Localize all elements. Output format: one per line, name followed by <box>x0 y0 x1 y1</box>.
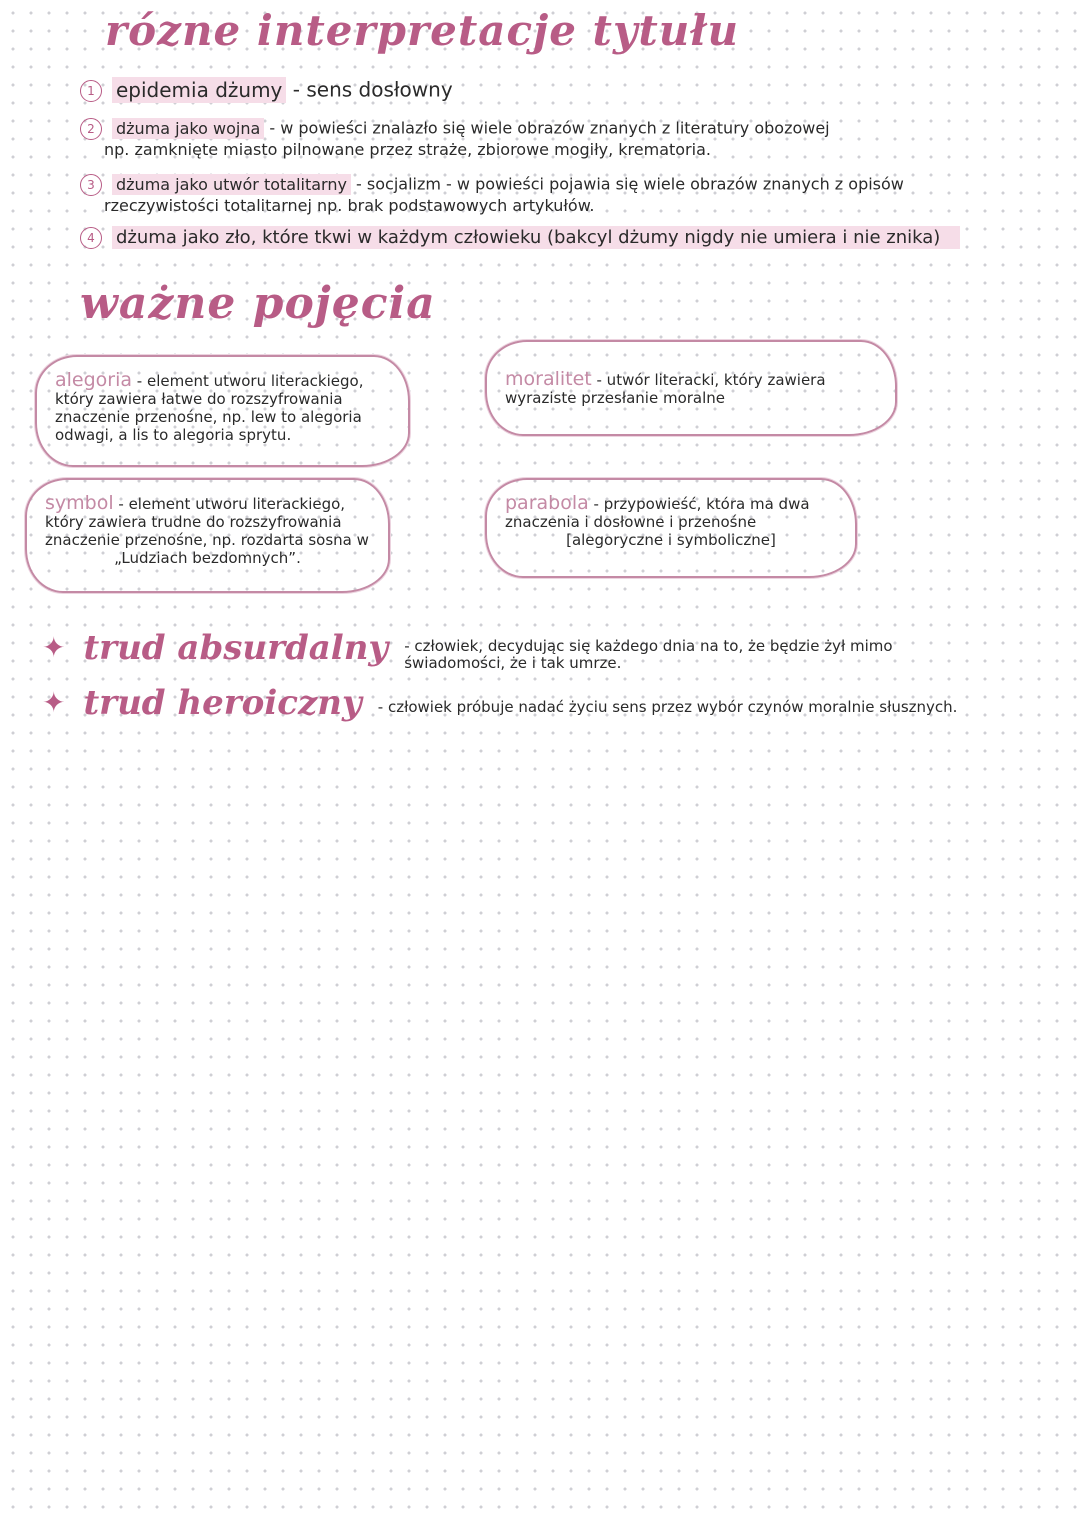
highlighted-term: dżuma jako wojna <box>112 118 264 139</box>
concept-text: - element utworu literackiego, który zawiera łatwe do rozszyfrowania znaczenie przenośne, np. lew to alegoria odwagi, a lis to alegoria sprytu. <box>55 372 364 444</box>
concept-term: alegoria <box>55 369 133 391</box>
list-item <box>80 174 904 215</box>
section-title-interpretations: rózne interpretacje tytułu <box>105 6 739 55</box>
star-bullet-icon: ✦ <box>42 686 66 719</box>
list-item <box>80 118 830 159</box>
concept-cloud-symbol <box>25 478 390 593</box>
concept-cloud-alegoria <box>35 355 410 467</box>
number-badge: 2 <box>80 118 102 140</box>
number-badge: 3 <box>80 174 102 196</box>
item-text-continued: rzeczywistości totalitarnej np. brak podstawowych artykułów. <box>104 196 595 215</box>
item-text-continued: np. zamknięte miasto pilnowane przez straże, zbiorowe mogiły, krematoria. <box>104 140 711 159</box>
trud-term: trud absurdalny <box>83 628 389 668</box>
star-bullet-icon: ✦ <box>42 631 66 664</box>
item-text: - socjalizm - w powieści pojawia się wiele obrazów znanych z opisów <box>350 174 904 194</box>
concept-term: moralitet <box>505 368 592 390</box>
number-badge: 1 <box>80 80 102 102</box>
section-title-concepts: ważne pojęcia <box>80 278 436 329</box>
item-text: - w powieści znalazło się wiele obrazów znanych z literatury obozowej <box>264 118 830 138</box>
concept-term: symbol <box>45 492 114 514</box>
trud-description: - człowiek próbuje nadać życiu sens przez wybór czynów moralnie słusznych. <box>377 698 958 716</box>
concept-text: - element utworu literackiego, który zawiera trudne do rozszyfrowania znaczenie przenośne, np. rozdarta sosna w <box>45 495 369 549</box>
trud-term: trud heroiczny <box>83 683 362 723</box>
concept-text-continued: „Ludziach bezdomnych”. <box>114 549 301 567</box>
trud-absurdalny-row <box>42 628 904 672</box>
number-badge: 4 <box>80 227 102 249</box>
highlighted-text: dżuma jako zło, które tkwi w każdym człowieku (bakcyl dżumy nigdy nie umiera i nie znika) <box>112 226 960 249</box>
concept-cloud-moralitet <box>485 340 897 436</box>
list-item <box>80 77 453 102</box>
concept-text-continued: [alegoryczne i symboliczne] <box>566 531 776 549</box>
highlighted-term: dżuma jako utwór totalitarny <box>112 174 351 195</box>
list-item <box>80 227 960 249</box>
concept-term: parabola <box>505 492 589 514</box>
concept-text: - utwór literacki, który zawiera wyraziste przesłanie moralne <box>505 371 826 407</box>
trud-description: - człowiek, decydując się każdego dnia na to, że będzie żył mimo świadomości, że i tak umrze. <box>404 637 893 672</box>
item-text: - sens dosłowny <box>286 77 453 102</box>
concept-text: - przypowieść, która ma dwa znaczenia i dosłowne i przenośne <box>505 495 810 531</box>
highlighted-term: epidemia dżumy <box>112 77 286 103</box>
concept-cloud-parabola <box>485 478 857 578</box>
trud-heroiczny-row <box>42 683 957 723</box>
